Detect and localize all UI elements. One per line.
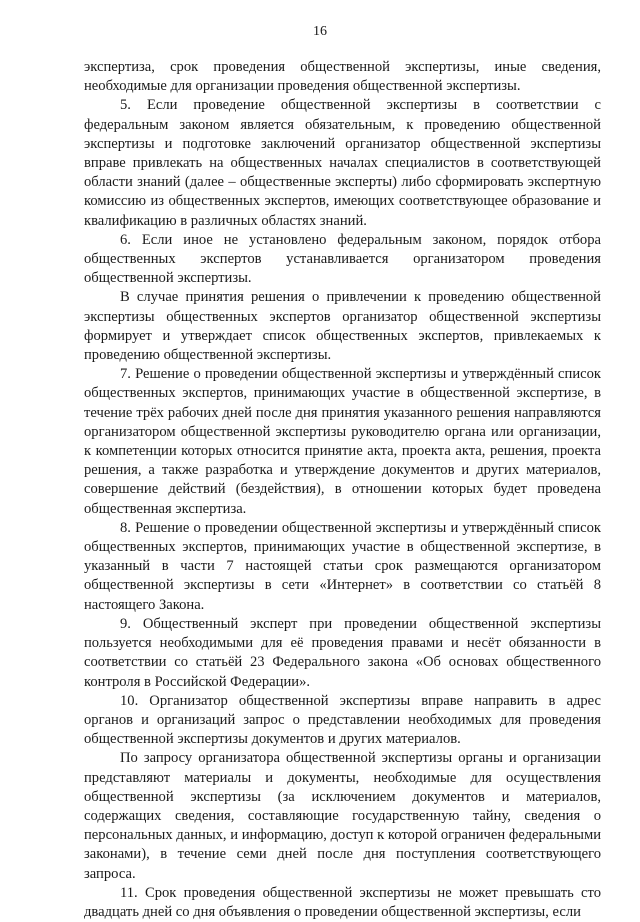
- paragraph-item-8: 8. Решение о проведении общественной экспертизы и утверждённый список общественных экспертов, принимающих участие в общественной экспертизе, в указанный в части 7 настоящей статьи срок размещаются организатором общественной экспертизы в сети «Интернет» в соответствии со статьёй 8 настоящего Закона.: [84, 519, 601, 613]
- paragraph-item-9: 9. Общественный эксперт при проведении общественной экспертизы пользуется необходимыми для её проведения правами и несёт обязанности в соответствии со статьёй 23 Федерального закона «Об основах общественного контроля в Российской Федерации».: [84, 615, 601, 690]
- paragraph-item-6-expert-list: В случае принятия решения о привлечении к проведению общественной экспертизы общественных экспертов организатор общественной экспертизы формирует и утверждает список общественных экспертов, привлекаемых к проведению общественной экспертизы.: [84, 289, 601, 364]
- paragraph-continuation: экспертиза, срок проведения общественной экспертизы, иные сведения, необходимые для организации проведения общественной экспертизы.: [84, 59, 601, 95]
- page-number: 16: [313, 24, 327, 39]
- paragraph-item-5: 5. Если проведение общественной экспертизы в соответствии с федеральным законом является обязательным, к проведению общественной экспертизы и подготовке заключений организатор общественной экспертизы вправе привлекать на общественных началах специалистов в соответствующей области знаний (далее – общественные эксперты) либо сформировать экспертную комиссию из общественных экспертов, имеющих соответствующее образование и квалификацию в различных областях знаний.: [84, 97, 601, 229]
- paragraph-item-10: 10. Организатор общественной экспертизы вправе направить в адрес органов и организаций запрос о представлении необходимых для проведения общественной экспертизы документов и других материалов.: [84, 692, 601, 748]
- paragraph-item-10-request: По запросу организатора общественной экспертизы органы и организации представляют материалы и документы, необходимые для осуществления общественной экспертизы (за исключением документов и материалов, содержащих сведения, составляющие государственную тайну, сведения о персональных данных, и информацию, доступ к которой ограничен федеральными законами), в течение семи дней после дня поступления соответствующего запроса.: [84, 750, 601, 882]
- paragraph-item-6: 6. Если иное не установлено федеральным законом, порядок отбора общественных экспертов устанавливается организатором проведения общественной экспертизы.: [84, 231, 601, 287]
- paragraph-item-11: 11. Срок проведения общественной экспертизы не может превышать сто двадцать дней со дня объявления о проведении общественной экспертизы, если: [84, 884, 601, 920]
- paragraph-item-7: 7. Решение о проведении общественной экспертизы и утверждённый список общественных экспертов, принимающих участие в общественной экспертизе, в течение трёх рабочих дней после дня принятия указанного решения направляются организатором общественной экспертизы руководителю органа или организации, к компетенции которых относится принятие акта, проекта акта, решения, проекта решения, а также разработка и утверждение документов и других материалов, совершение действий (бездействия), в отношении которых будет проведена общественная экспертиза.: [84, 366, 601, 517]
- document-body: [84, 58, 601, 922]
